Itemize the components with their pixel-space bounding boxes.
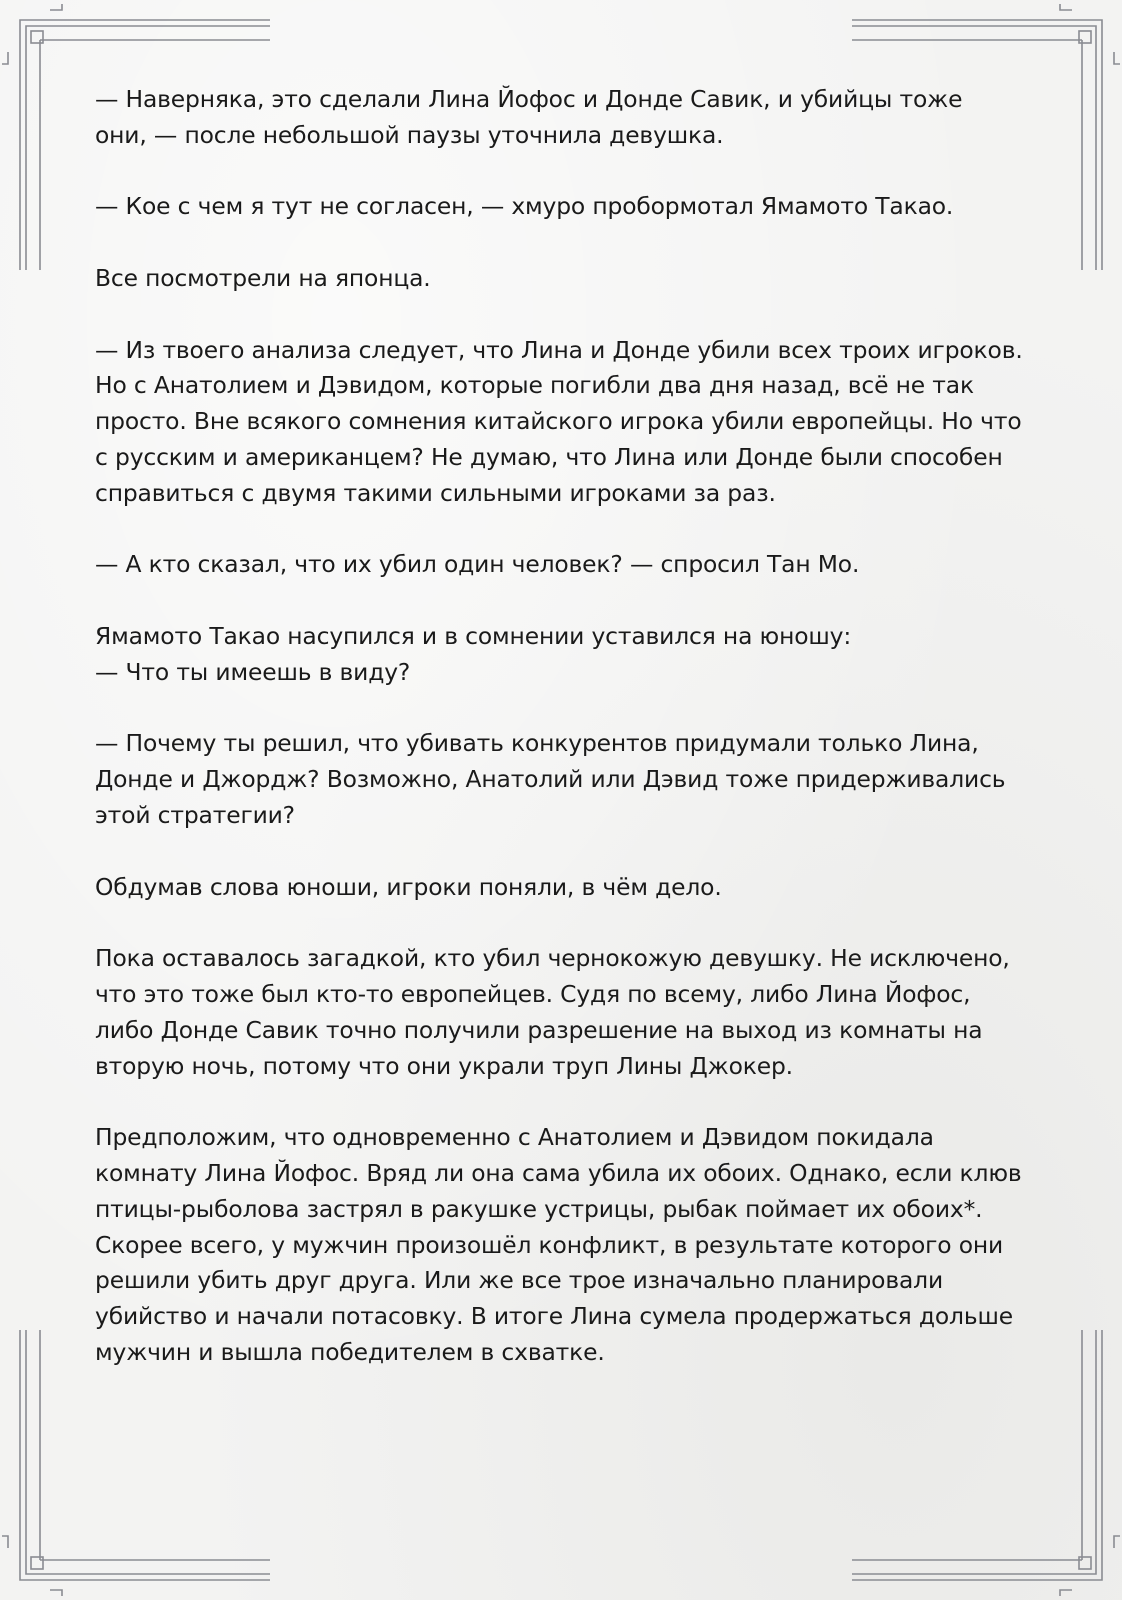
paragraph-5: — А кто сказал, что их убил один человек? — спросил Тан Мо. xyxy=(95,550,860,579)
paragraph-3: Все посмотрели на японца. xyxy=(95,263,431,292)
paragraph-4: — Из твоего анализа следует, что Лина и Донде убили всех троих игроков. Но с Анатолием и Дэвидом, которые погибли два дня назад, всё не так просто. Вне всякого сомнения китайского игрока убили европейцы. Но что с русским и американцем? Не думаю, что Лина или Донде были способен справиться с двумя такими сильными игроками за раз. xyxy=(95,335,1023,507)
paragraph-7: — Почему ты решил, что убивать конкурентов придумали только Лина, Донде и Джордж? Возможно, Анатолий или Дэвид тоже придерживались этой стратегии? xyxy=(95,729,1006,829)
paragraph-1: — Наверняка, это сделали Лина Йофос и Донде Савик, и убийцы тоже они, — после небольшой паузы уточнила девушка. xyxy=(95,85,963,149)
paragraph-6: Ямамото Такао насупился и в сомнении уставился на юношу: — Что ты имеешь в виду? xyxy=(95,621,852,686)
text-body xyxy=(95,82,1035,1406)
paragraph-8: Обдумав слова юноши, игроки поняли, в чём дело. xyxy=(95,872,722,901)
paragraph-10: Предположим, что одновременно с Анатолием и Дэвидом покидала комнату Лина Йофос. Вряд ли она сама убила их обоих. Однако, если клюв птицы-рыболова застрял в ракушке устрицы, рыбак поймает их обоих*. Скорее всего, у мужчин произошёл конфликт, в результате которого они решили убить друг друга. Или же все трое изначально планировали убийство и начали потасовку. В итоге Лина сумела продержаться дольше мужчин и вышла победителем в схватке. xyxy=(95,1123,1022,1366)
paragraph-2: — Кое с чем я тут не согласен, — хмуро пробормотал Ямамото Такао. xyxy=(95,192,954,221)
paragraph-9: Пока оставалось загадкой, кто убил чернокожую девушку. Не исключено, что это тоже был кто-то европейцев. Судя по всему, либо Лина Йофос, либо Донде Савик точно получили разрешение на выход из комнаты на вторую ночь, потому что они украли труп Лины Джокер. xyxy=(95,944,1010,1080)
